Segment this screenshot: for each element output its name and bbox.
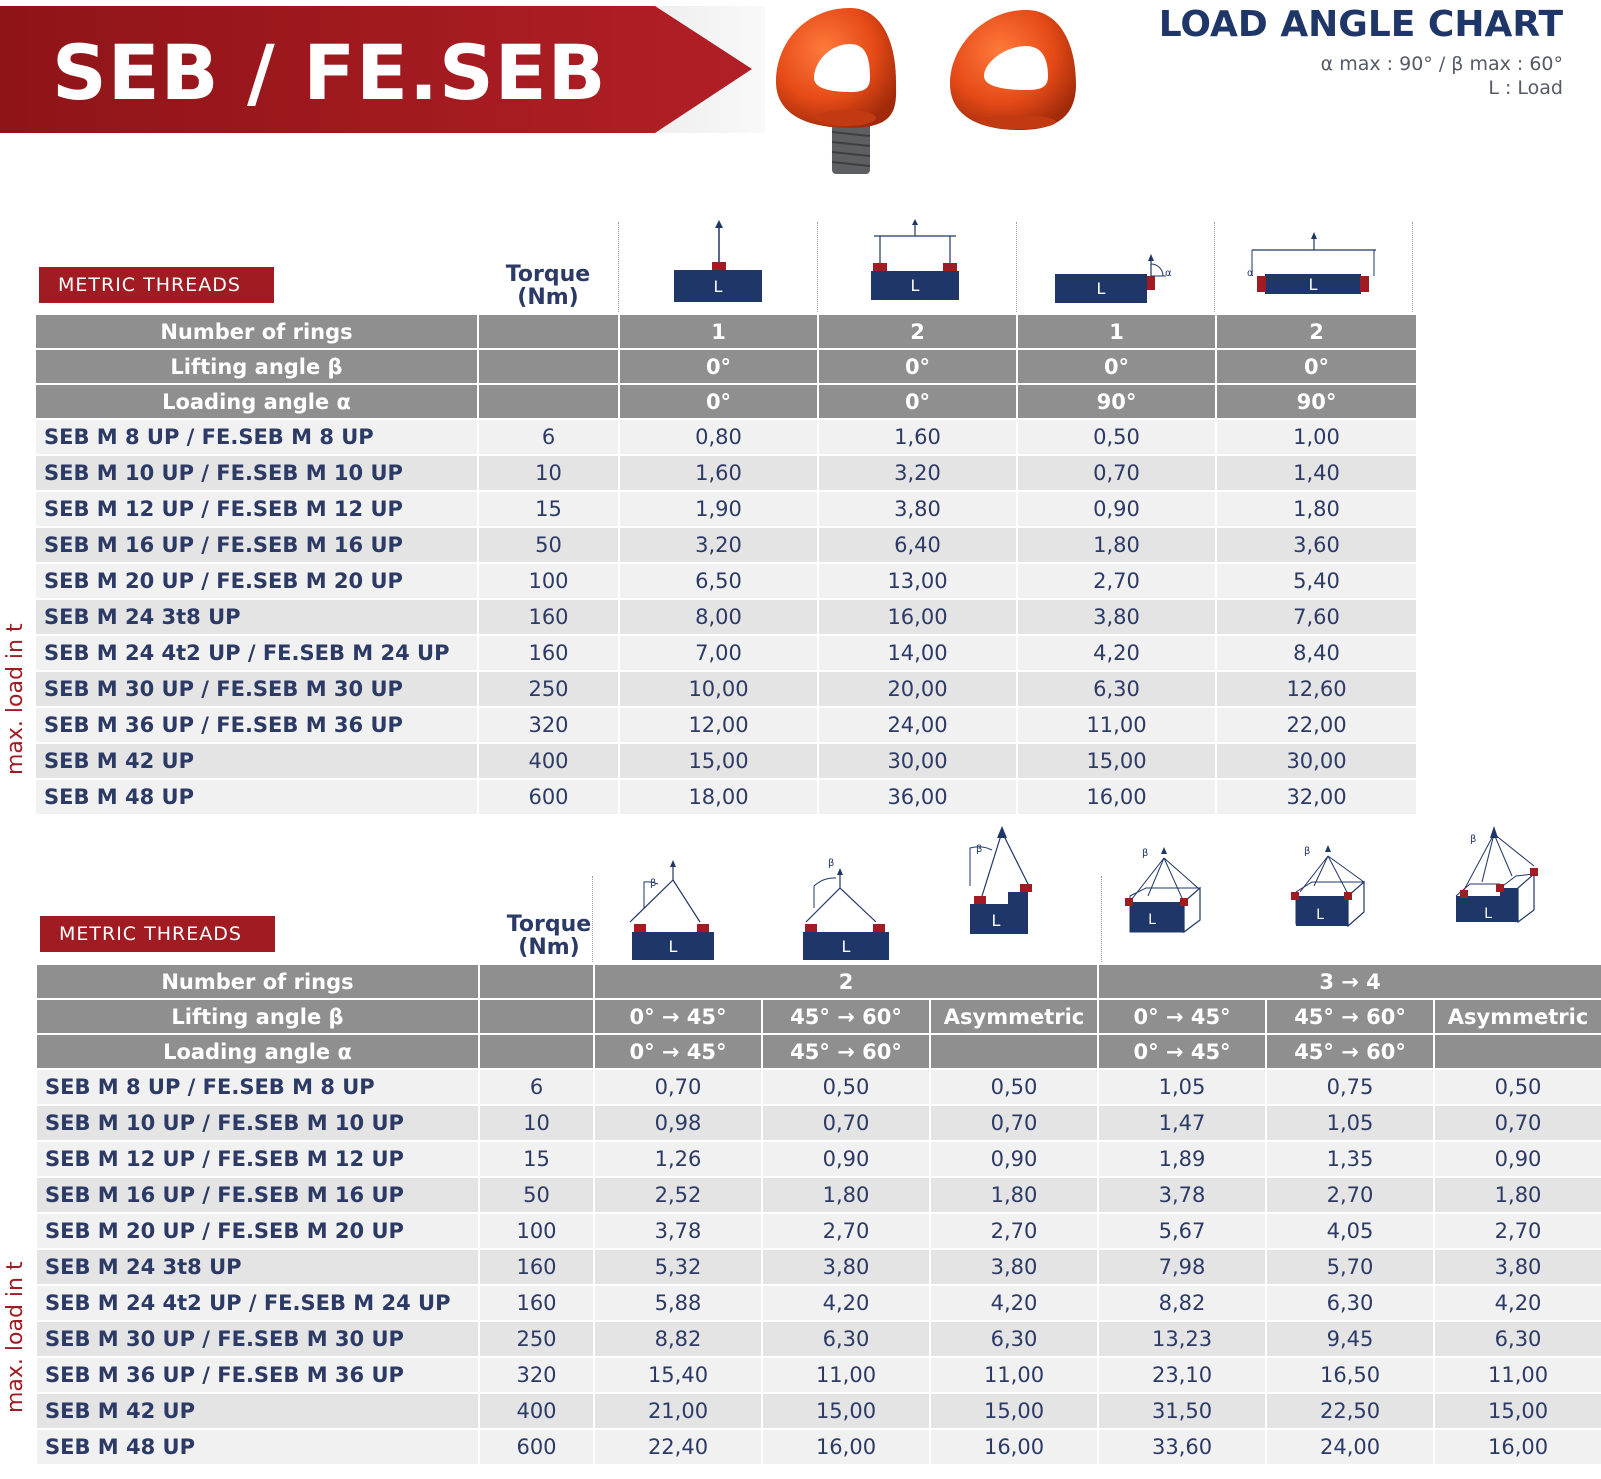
load-value: 21,00 [594,1393,762,1429]
table-row [36,1177,1601,1213]
product-name: SEB M 8 UP / FE.SEB M 8 UP [35,419,478,455]
table-row [36,1141,1601,1177]
load-letter: L [668,937,678,956]
torque-value: 6 [479,1069,594,1105]
load-value: 6,50 [619,563,818,599]
loading-angle-cell: 0° [818,384,1017,419]
svg-text:β: β [828,858,835,869]
lifting-angle-cell: 45° → 60° [1266,999,1434,1034]
page-title: SEB / FE.SEB [52,28,607,117]
torque-value: 100 [479,1213,594,1249]
load-letter: L [910,276,920,295]
load-value: 9,45 [1266,1321,1434,1357]
diagram-four-leg-box-wide [1291,845,1364,926]
rings-cell: 2 [594,964,1098,999]
product-name: SEB M 24 3t8 UP [35,599,478,635]
load-letter: L [991,911,1001,930]
product-name: SEB M 10 UP / FE.SEB M 10 UP [36,1105,479,1141]
load-note: L : Load [1488,77,1563,99]
svg-text:β: β [976,844,983,855]
title-banner [0,6,765,133]
load-value: 0,70 [1017,455,1216,491]
load-value: 11,00 [762,1357,930,1393]
load-value: 1,80 [930,1177,1098,1213]
load-value: 8,00 [619,599,818,635]
load-value: 6,30 [1266,1285,1434,1321]
load-value: 5,67 [1098,1213,1266,1249]
load-value: 1,80 [762,1177,930,1213]
load-value: 15,00 [619,743,818,779]
load-value: 2,70 [1434,1213,1601,1249]
diagram-double-side [1247,232,1376,294]
torque-header-2 [494,913,604,959]
load-value: 8,40 [1216,635,1417,671]
load-value: 3,80 [1017,599,1216,635]
table-row [35,491,1417,527]
lifting-angle-cell: Asymmetric [1434,999,1601,1034]
torque-value: 320 [479,1357,594,1393]
table-row [36,1213,1601,1249]
load-value: 1,00 [1216,419,1417,455]
load-value: 2,70 [1266,1177,1434,1213]
load-letter: L [1096,279,1106,298]
load-value: 3,80 [930,1249,1098,1285]
lifting-angle-cell: 0° → 45° [1098,999,1266,1034]
svg-text:α: α [1165,268,1172,279]
load-value: 11,00 [1017,707,1216,743]
torque-label-1: Torque [505,262,591,287]
header-row-rings [35,314,1417,349]
table-row [35,635,1417,671]
svg-text:β: β [1142,848,1149,859]
load-letter: L [1148,912,1156,928]
load-value: 15,00 [1434,1393,1601,1429]
load-value: 0,70 [762,1105,930,1141]
torque-value: 160 [479,1249,594,1285]
load-value: 1,05 [1098,1069,1266,1105]
load-value: 11,00 [930,1357,1098,1393]
load-value: 4,20 [762,1285,930,1321]
load-value: 4,20 [1017,635,1216,671]
load-value: 20,00 [818,671,1017,707]
lifting-angle-cell: 0° [1216,349,1417,384]
diagram-double-vertical [871,219,959,300]
product-name: SEB M 24 3t8 UP [36,1249,479,1285]
torque-blank-cell [479,964,594,999]
torque-blank-cell [478,314,619,349]
product-name: SEB M 12 UP / FE.SEB M 12 UP [36,1141,479,1177]
load-value: 1,89 [1098,1141,1266,1177]
load-value: 30,00 [1216,743,1417,779]
load-value: 23,10 [1098,1357,1266,1393]
lifting-angle-cell: 0° [818,349,1017,384]
load-value: 6,30 [762,1321,930,1357]
product-name: SEB M 24 4t2 UP / FE.SEB M 24 UP [35,635,478,671]
product-name: SEB M 10 UP / FE.SEB M 10 UP [35,455,478,491]
lifting-angle-cell: 45° → 60° [762,999,930,1034]
load-letter: L [1484,906,1492,922]
load-value: 24,00 [1266,1429,1434,1465]
rings-cell: 2 [1216,314,1417,349]
table-row [36,1429,1601,1465]
table-row [35,779,1417,815]
product-name: SEB M 36 UP / FE.SEB M 36 UP [35,707,478,743]
lifting-angle-label: Lifting angle β [36,999,479,1034]
load-value: 7,60 [1216,599,1417,635]
load-table-multi-leg [35,963,1601,1466]
svg-text:α: α [1247,268,1254,279]
load-value: 0,90 [762,1141,930,1177]
loading-angle-label: Loading angle α [36,1034,479,1069]
rings-label: Number of rings [35,314,478,349]
load-value: 0,75 [1266,1069,1434,1105]
loading-angle-cell [930,1034,1098,1069]
load-value: 3,80 [762,1249,930,1285]
torque-blank-cell [479,999,594,1034]
diagram-four-leg-asymmetric [1456,826,1538,922]
load-value: 6,40 [818,527,1017,563]
lifting-angle-cell: 0° [619,349,818,384]
load-value: 1,47 [1098,1105,1266,1141]
torque-value: 400 [478,743,619,779]
torque-value: 320 [478,707,619,743]
load-value: 1,05 [1266,1105,1434,1141]
load-value: 15,00 [1017,743,1216,779]
product-name: SEB M 48 UP [35,779,478,815]
load-value: 3,80 [1434,1249,1601,1285]
load-value: 1,80 [1216,491,1417,527]
table-row [35,743,1417,779]
load-value: 0,50 [1017,419,1216,455]
load-value: 32,00 [1216,779,1417,815]
metric-threads-tag-1: METRIC THREADS [39,267,274,303]
torque-value: 600 [479,1429,594,1465]
lifting-angle-cell: 0° [1017,349,1216,384]
load-value: 0,90 [1434,1141,1601,1177]
load-letter: L [713,277,723,296]
load-value: 3,60 [1216,527,1417,563]
torque-blank-cell [478,384,619,419]
torque-blank-cell [478,349,619,384]
load-value: 5,70 [1266,1249,1434,1285]
product-name: SEB M 12 UP / FE.SEB M 12 UP [35,491,478,527]
table-row [35,419,1417,455]
load-diagrams-row-1 [618,218,1414,312]
rings-cell: 2 [818,314,1017,349]
product-name: SEB M 20 UP / FE.SEB M 20 UP [36,1213,479,1249]
load-value: 0,50 [762,1069,930,1105]
product-name: SEB M 42 UP [35,743,478,779]
product-name: SEB M 8 UP / FE.SEB M 8 UP [36,1069,479,1105]
loading-angle-cell [1434,1034,1601,1069]
load-value: 3,78 [1098,1177,1266,1213]
lifting-angle-label: Lifting angle β [35,349,478,384]
table-row [36,1321,1601,1357]
product-name: SEB M 30 UP / FE.SEB M 30 UP [35,671,478,707]
torque-value: 250 [478,671,619,707]
load-value: 2,70 [930,1213,1098,1249]
table-row [35,563,1417,599]
torque-value: 10 [479,1105,594,1141]
load-value: 1,26 [594,1141,762,1177]
load-value: 16,00 [1017,779,1216,815]
load-letter: L [841,937,851,956]
alpha-max-note: α max : 90° / [1320,53,1446,75]
load-value: 1,80 [1434,1177,1601,1213]
metric-threads-tag-2: METRIC THREADS [40,916,275,952]
torque-value: 15 [478,491,619,527]
load-value: 0,80 [619,419,818,455]
load-value: 1,90 [619,491,818,527]
lifting-angle-cell: 0° → 45° [594,999,762,1034]
load-value: 0,50 [930,1069,1098,1105]
load-value: 15,00 [930,1393,1098,1429]
torque-value: 15 [479,1141,594,1177]
load-letter: L [1308,275,1318,294]
load-value: 0,70 [1434,1105,1601,1141]
load-value: 1,60 [619,455,818,491]
load-value: 6,30 [930,1321,1098,1357]
load-value: 0,70 [930,1105,1098,1141]
load-value: 12,00 [619,707,818,743]
loading-angle-label: Loading angle α [35,384,478,419]
load-value: 2,70 [762,1213,930,1249]
product-name: SEB M 48 UP [36,1429,479,1465]
svg-text:β: β [650,878,657,889]
table-row [35,671,1417,707]
header-row-lifting-angle [35,349,1417,384]
torque-value: 160 [479,1285,594,1321]
table-row [36,1285,1601,1321]
diagram-two-leg-sling-low [630,860,714,960]
load-value: 22,50 [1266,1393,1434,1429]
load-value: 18,00 [619,779,818,815]
load-value: 8,82 [1098,1285,1266,1321]
loading-angle-cell: 0° → 45° [594,1034,762,1069]
diagram-single-side [1055,254,1172,303]
load-value: 36,00 [818,779,1017,815]
table-row [35,707,1417,743]
load-value: 3,20 [818,455,1017,491]
rings-label: Number of rings [36,964,479,999]
load-value: 7,98 [1098,1249,1266,1285]
angle-legend [1321,52,1563,100]
diagram-two-leg-sling-wide [803,858,889,960]
max-load-axis-label: max. load in t [3,623,28,775]
header-row-loading-angle [35,384,1417,419]
loading-angle-cell: 0° → 45° [1098,1034,1266,1069]
load-value: 12,60 [1216,671,1417,707]
load-value: 1,60 [818,419,1017,455]
load-value: 2,52 [594,1177,762,1213]
torque-value: 160 [478,599,619,635]
torque-value: 6 [478,419,619,455]
table-row [36,1357,1601,1393]
product-name: SEB M 36 UP / FE.SEB M 36 UP [36,1357,479,1393]
torque-value: 250 [479,1321,594,1357]
load-value: 24,00 [818,707,1017,743]
load-value: 1,40 [1216,455,1417,491]
load-table-single-angle [34,313,1418,816]
load-value: 16,00 [930,1429,1098,1465]
load-value: 4,20 [930,1285,1098,1321]
load-value: 22,00 [1216,707,1417,743]
header-row-lifting-angle [36,999,1601,1034]
load-value: 13,00 [818,563,1017,599]
loading-angle-cell: 45° → 60° [1266,1034,1434,1069]
torque-value: 50 [479,1177,594,1213]
load-value: 5,32 [594,1249,762,1285]
load-value: 3,78 [594,1213,762,1249]
load-value: 14,00 [818,635,1017,671]
rings-cell: 1 [619,314,818,349]
diagram-single-vertical [674,220,762,302]
svg-text:β: β [1304,846,1311,857]
load-value: 30,00 [818,743,1017,779]
load-value: 16,50 [1266,1357,1434,1393]
load-value: 33,60 [1098,1429,1266,1465]
load-value: 16,00 [818,599,1017,635]
table-row [36,1393,1601,1429]
load-value: 3,20 [619,527,818,563]
loading-angle-cell: 90° [1216,384,1417,419]
load-value: 0,90 [1017,491,1216,527]
torque-value: 160 [478,635,619,671]
diagram-two-leg-asymmetric [970,826,1032,934]
load-value: 10,00 [619,671,818,707]
svg-text:β: β [1470,834,1477,845]
load-diagrams-row-2 [592,826,1601,962]
table-row [36,1069,1601,1105]
angle-max-note [1321,52,1563,76]
diagram-four-leg-box [1125,847,1200,932]
rings-cell: 1 [1017,314,1216,349]
torque-header-1 [493,263,603,309]
table-row [35,455,1417,491]
table-row [36,1105,1601,1141]
load-value: 6,30 [1017,671,1216,707]
torque-label-2: Torque [506,912,592,937]
load-value: 22,40 [594,1429,762,1465]
load-value: 7,00 [619,635,818,671]
lifting-angle-cell: Asymmetric [930,999,1098,1034]
header-row-loading-angle [36,1034,1601,1069]
torque-unit-1: (Nm) [517,285,579,310]
product-name: SEB M 30 UP / FE.SEB M 30 UP [36,1321,479,1357]
header-row-rings [36,964,1601,999]
load-value: 5,40 [1216,563,1417,599]
load-value: 16,00 [1434,1429,1601,1465]
torque-value: 50 [478,527,619,563]
load-value: 3,80 [818,491,1017,527]
max-load-axis-label: max. load in t [3,1261,28,1413]
load-value: 0,98 [594,1105,762,1141]
load-letter: L [1316,907,1324,923]
table-row [36,1249,1601,1285]
product-name: SEB M 42 UP [36,1393,479,1429]
table-row [35,527,1417,563]
loading-angle-cell: 90° [1017,384,1216,419]
load-value: 0,50 [1434,1069,1601,1105]
product-name: SEB M 16 UP / FE.SEB M 16 UP [36,1177,479,1213]
load-value: 15,00 [762,1393,930,1429]
torque-unit-2: (Nm) [518,935,580,960]
load-value: 4,20 [1434,1285,1601,1321]
eye-bolt-product-image [770,4,1130,184]
product-name: SEB M 24 4t2 UP / FE.SEB M 24 UP [36,1285,479,1321]
load-value: 31,50 [1098,1393,1266,1429]
chart-title: LOAD ANGLE CHART [1158,4,1563,45]
load-value: 8,82 [594,1321,762,1357]
load-value: 6,30 [1434,1321,1601,1357]
loading-angle-cell: 45° → 60° [762,1034,930,1069]
load-value: 1,35 [1266,1141,1434,1177]
load-value: 13,23 [1098,1321,1266,1357]
load-value: 0,70 [594,1069,762,1105]
torque-value: 100 [478,563,619,599]
load-value: 11,00 [1434,1357,1601,1393]
torque-value: 10 [478,455,619,491]
load-value: 15,40 [594,1357,762,1393]
loading-angle-cell: 0° [619,384,818,419]
rings-cell: 3 → 4 [1098,964,1601,999]
torque-blank-cell [479,1034,594,1069]
load-value: 16,00 [762,1429,930,1465]
torque-value: 600 [478,779,619,815]
product-name: SEB M 16 UP / FE.SEB M 16 UP [35,527,478,563]
load-value: 5,88 [594,1285,762,1321]
torque-value: 400 [479,1393,594,1429]
load-value: 2,70 [1017,563,1216,599]
beta-max-note: β max : 60° [1451,53,1563,75]
load-value: 0,90 [930,1141,1098,1177]
load-value: 1,80 [1017,527,1216,563]
load-value: 4,05 [1266,1213,1434,1249]
table-row [35,599,1417,635]
product-name: SEB M 20 UP / FE.SEB M 20 UP [35,563,478,599]
